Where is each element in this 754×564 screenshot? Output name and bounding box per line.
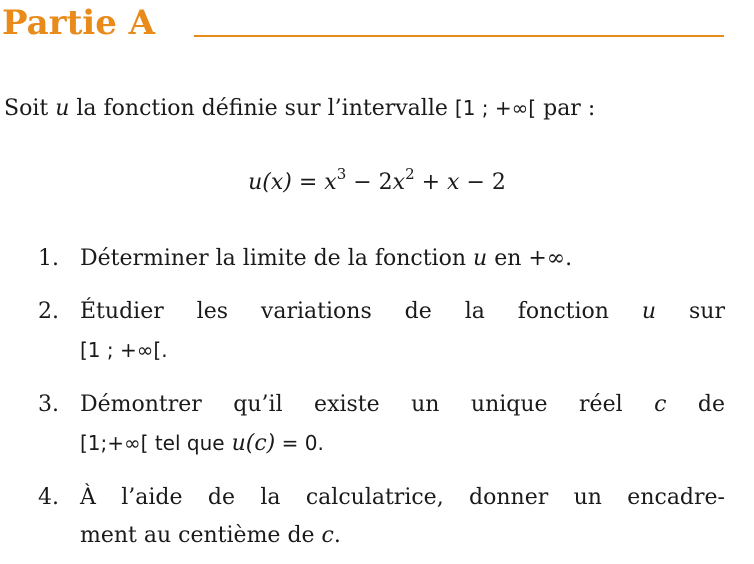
title-rule — [194, 35, 724, 37]
question-3-line-1-text: Démontrer qu’il existe un unique réel — [80, 392, 623, 417]
intro-sentence — [4, 91, 595, 126]
question-number: 2. — [38, 299, 59, 324]
question-text — [80, 240, 725, 278]
formula-minus1: − 2 — [346, 170, 393, 195]
question-2-line-1-text: Étudier les variations de la fonction — [80, 299, 609, 324]
section-title: Partie A — [2, 3, 156, 43]
formula-t1: x — [324, 170, 337, 195]
question-2-line-2: [1 ; +∞[. — [80, 338, 168, 362]
question-text — [80, 386, 725, 463]
question-3-eq-rest: = 0. — [275, 431, 324, 455]
question-4-line-2-text: ment au centième de — [80, 523, 315, 548]
question-number: 3. — [38, 392, 59, 417]
formula-eq: = — [291, 170, 325, 195]
intro-var: u — [55, 96, 70, 121]
question-4-end: . — [333, 523, 341, 548]
question-number: 4. — [38, 485, 59, 510]
formula-e1: 3 — [336, 165, 347, 183]
intro-interval: [1 ; +∞[ — [454, 96, 537, 120]
question-2-var: u — [641, 299, 657, 324]
question-3-eq-fn: u — [231, 431, 246, 456]
question-3-var: c — [654, 392, 667, 417]
question-1-var: u — [473, 246, 488, 271]
formula-minus2: − 2 — [459, 170, 506, 195]
formula-plus: + — [414, 170, 448, 195]
function-formula — [0, 163, 754, 203]
question-text — [80, 293, 725, 369]
question-3-line-1 — [80, 386, 725, 424]
question-4-var: c — [321, 523, 334, 548]
question-2-line-1 — [80, 293, 725, 331]
question-1-part-b: en +∞. — [494, 246, 573, 271]
formula-t3: x — [447, 170, 460, 195]
formula-t2: x — [392, 170, 406, 195]
question-4-line-1: À l’aide de la calculatrice, donner un encadre- — [80, 485, 725, 510]
question-4-line-2 — [80, 517, 725, 555]
intro-after: la fonction définie sur l’intervalle — [76, 96, 448, 121]
question-3-eq-arg: (c) — [245, 431, 276, 456]
formula-e2: 2 — [405, 165, 415, 183]
question-3-line-2 — [80, 424, 725, 463]
question-3-line-2-text: [1;+∞[ tel que — [80, 431, 225, 455]
question-text — [80, 479, 725, 555]
intro-end: par : — [543, 96, 596, 121]
question-3-part-b: de — [697, 392, 725, 417]
question-1-part-a: Déterminer la limite de la fonction — [80, 246, 467, 271]
question-2-part-b: sur — [689, 299, 725, 324]
formula-fn: u — [248, 170, 263, 195]
formula-arg: (x) — [262, 170, 292, 195]
question-number: 1. — [38, 246, 59, 271]
intro-before: Soit — [4, 96, 49, 121]
